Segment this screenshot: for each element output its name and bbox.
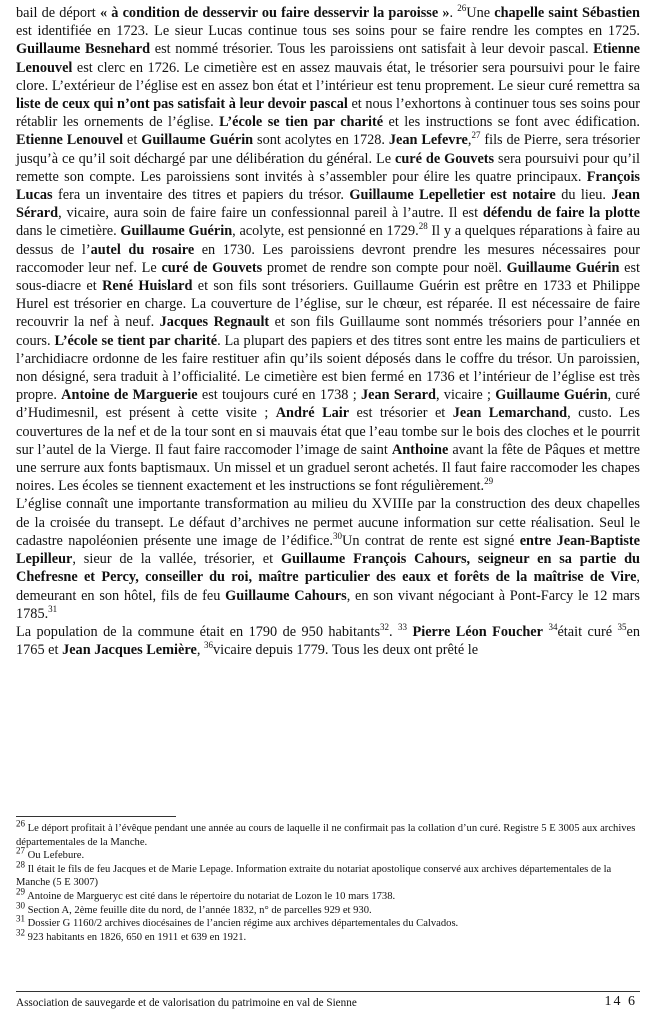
bold-run: Jean Lefevre [388,132,468,149]
text-run: bail de déport [16,5,100,21]
paragraph [16,495,640,622]
footnote [16,845,640,863]
bold-run: Guillaume François Cahours, seigneur en sa partie du Chefresne et Percy, conseiller du roi, maître particulier des eaux et forêts de la maîtrise de Vire [16,551,640,586]
main-text [16,4,640,659]
footnote [16,818,640,849]
text-run: fera un inventaire des titres et papiers du trésor. [52,187,350,204]
text-run: , vicaire, aura soin de faire faire un confessionnal pareil à l’autre. Il est [58,205,483,222]
text-run: . La plupart des papiers et des titres sont entre les mains de particuliers et l’archidiacre ordonne de les faire restituer afin qu’ils soient déposés dans le coffre du trésor. Un paroissien, non désigné, sera traduit à l’officialité. Le cimetière est bien fermé en 1736 et l’intérieur de l’église est très propre. [16,332,640,404]
text-run: . [449,5,458,21]
text-run: et son fils sont trésoriers. Guillaume Guérin est prêtre en 1733 et Philippe Hurel est trésorier en charge. La couverture de l’église, sur le chœur, est réparée. Il est nécessaire de faire recouvrir la nef à neuf. [16,278,640,331]
footnote-ref: 31 [48,603,58,614]
text-run: est sous-diacre et [16,259,640,295]
footnote-ref: 32 [380,622,390,633]
bold-run: Guillaume Besnehard [16,41,151,58]
text-run: , custo. Les couvertures de la nef et de la tour sont en si mauvais état que l’eau tombe sur le bois des cloches et le pourrit sur l’autel de la Vierge. Il faut faire raccomoder l’image de saint [16,405,640,458]
footnote-separator [16,816,176,817]
footer-rule [16,991,640,992]
text-run: , acolyte, est pensionné en 1729. [232,223,419,240]
footnote-ref: 26 [457,3,467,14]
text-run: avant la fête de Pâques et mettre une serrure aux fonts baptismaux. Un missel et un graduel seront achetés. Il faut faire raccomoder les chapes noires. Les écoles se tiennent exactement et les instructions se font régulièrement. [16,441,640,495]
text-run: et les instructions se font avec édification. [383,114,640,131]
bold-run: Guillaume Guérin [506,259,620,276]
bold-run: Etienne Lenouvel [16,41,641,76]
bold-run: liste de ceux qui n’ont pas satisfait à leur devoir pascal [16,96,348,113]
footnote-number: 31 [16,913,25,924]
bold-run: Guillaume Cahours [225,587,347,604]
text-run: en 1765 et [16,623,641,659]
bold-run: François Lucas [16,168,640,204]
paragraph [16,623,640,659]
text-run: dans le cimetière. [16,223,121,240]
bold-run: Jean Jacques Lemière [62,642,197,659]
text-run: , [467,132,472,149]
footnote [16,927,640,945]
bold-run: Antoine de Marguerie [61,387,198,404]
footnote-text: Ou Lefebure. [25,850,85,862]
bold-run: entre Jean-Baptiste Lepilleur [16,532,640,568]
text-run: , vicaire ; [435,387,496,404]
footnote-ref: 35 [617,622,627,633]
bold-run: Guillaume Lepelletier est notaire [349,187,556,204]
text-run: , curé d’Hudimesnil, est présent à cette visite ; [16,387,640,422]
bold-run: L’école se tient par charité [54,332,218,349]
text-run: est trésorier et [349,405,453,422]
text-run: L’église connaît une importante transformation au milieu du XVIIIe par la construction des deux chapelles de la croisée du transept. Le défaut d’archives ne permet aucune information sur cette réalisation. Seul le cadastre napoléonien présente une image de l’édifice. [16,496,640,549]
footnote-ref: 30 [333,531,342,542]
text-run: Un contrat de rente est signé [342,532,520,549]
bold-run: Etienne Lenouvel [16,132,124,149]
paragraph [16,4,640,495]
text-run: est toujours curé en 1738 ; [197,387,361,404]
footnote-ref: 33 [398,622,408,633]
bold-run: Guillaume Guérin [495,387,608,404]
bold-run: « à condition de desservir ou faire desservir la paroisse » [99,5,450,21]
text-run: était curé [557,623,618,640]
bold-run: L’école se tien par charité [219,114,384,131]
bold-run: chapelle saint Sébastien [494,5,640,21]
page-number: 14 6 [604,994,637,1009]
bold-run: Jean Sérard [16,187,640,222]
bold-run: Anthoine [391,441,449,458]
text-run: du lieu. [555,187,612,204]
text-run: fils de Pierre, sera trésorier jusqu’à ce qu’il soit déchargé par une délibération du général. Le [16,132,640,167]
text-run: et son fils Guillaume sont nommés trésoriers pour l’année en cours. [16,314,640,349]
bold-run: autel du rosaire [90,241,195,258]
text-run: , [196,642,204,659]
bold-run: Jacques Regnault [159,314,270,331]
footnote-number: 28 [16,859,25,870]
footnote-text: Le déport profitait à l’évêque pendant une année au cours de laquelle il ne confirmait pas la collation d’un curé. Registre 5 E 3005 aux archives départementales de la Manche. [16,823,636,848]
bold-run: Jean Serard [360,387,436,404]
footnote-ref: 27 [471,130,481,141]
text-run: et [123,132,142,149]
bold-run: défendu de faire la plotte [482,205,641,222]
footnote-text: Il était le fils de feu Jacques et de Marie Lepage. Information extraite du notariat apostolique conservé aux archives départementales de la Manche (5 E 3007) [16,863,612,889]
footnote [16,886,640,904]
footnote-number: 32 [16,927,25,938]
text-run: , sieur de la vallée, trésorier, et [72,551,281,568]
footnote [16,859,640,890]
footnote-number: 30 [16,900,25,911]
footnote [16,913,640,931]
text-run: est clerc en 1726. Le cimetière est en assez mauvais état, le trésorier sera poursuivi pour le faire clore. L’extérieur de l’église est en assez bon état et l’intérieur est tenu proprement. Le sieur curé remettra sa [16,59,640,94]
bold-run: curé de Gouvets [161,259,263,276]
bold-run: Pierre Léon Foucher [412,623,543,640]
text-run: promet de rendre son compte pour noël. [262,259,507,276]
text-run: , en son vivant négociant à Pont-Farcy le 12 mars 1785. [16,587,640,622]
footnote-text: Dossier G 1160/2 archives diocésaines de l’ancien régime aux archives départementales du Calvados. [25,918,459,930]
bold-run: curé de Gouvets [394,150,495,167]
footnote-ref: 36 [203,640,213,651]
footnote-number: 26 [16,818,25,829]
footnotes [16,818,640,944]
text-run: et nous l’exhortons à continuer tous ses soins pour rétablir les ornements de l’église. [16,96,641,131]
footnote-text: Antoine de Margueryc est cité dans le répertoire du notariat de Lozon le 10 mars 1738. [25,890,396,902]
footnote-ref: 28 [418,221,428,232]
text-run: est nommé trésorier. Tous les paroissiens ont satisfait à leur devoir pascal. [150,41,594,58]
text-run: Une [466,5,495,21]
footnote-ref: 34 [548,622,558,633]
footer-association: Association de sauvegarde et de valorisation du patrimoine en val de Sienne [16,997,357,1009]
text-run: . [389,623,399,640]
text-run: La population de la commune était en 1790 de 950 habitants [16,623,381,640]
footnote-number: 27 [16,845,25,856]
footnote-text: 923 habitants en 1826, 650 en 1911 et 639 en 1921. [25,931,247,943]
bold-run: Guillaume Guérin [141,132,254,149]
footnote-ref: 29 [484,476,494,487]
text-run: en 1730. Les paroissiens devront prendre les mesures nécessaires pour raccomoder leur nef. Le [16,241,640,276]
bold-run: René Huislard [102,278,193,295]
footnote-text: Section A, 2ème feuille dite du nord, de l’année 1832, n° de parcelles 929 et 930. [25,904,372,916]
text-run: est identifiée en 1723. Le sieur Lucas continue tous ses soins pour se faire rendre les comptes en 1725. [16,23,640,40]
text-run: vicaire depuis 1779. Tous les deux ont prêté le [212,642,479,659]
text-run: sera poursuivi pour qu’il remette son compte. Les paroissiens sont invités à s’assembler pour élire les quatre principaux. [16,150,640,185]
bold-run: Guillaume Guérin [120,223,233,240]
text-run: Il y a quelques réparations à faire au dessus de l’ [16,223,640,258]
footnote [16,900,640,918]
bold-run: André Lair [275,405,350,422]
footnote-number: 29 [16,886,25,897]
text-run: , demeurant en son hôtel, fils de feu [16,569,640,604]
bold-run: Jean Lemarchand [452,405,568,422]
text-run: sont acolytes en 1728. [253,132,389,149]
